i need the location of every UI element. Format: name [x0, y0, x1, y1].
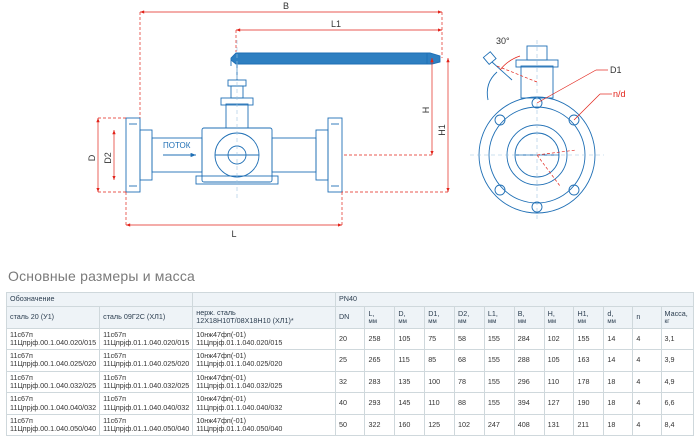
- dim-label-D: D: [87, 154, 97, 162]
- dim-label-nd: n/d: [613, 89, 626, 99]
- cell-L1: 155: [484, 350, 514, 372]
- cell-d: 18: [604, 393, 633, 415]
- th-H1-unit: мм: [577, 317, 586, 325]
- cell-steel09g2s: 11с67п 11Цпрјф.01.1.040.032/025: [100, 371, 193, 393]
- cell-steel09g2s: 11с67п 11Цпрјф.01.1.040.020/015: [100, 328, 193, 350]
- cell-L: 283: [365, 371, 395, 393]
- cell-dn: 20: [335, 328, 365, 350]
- cell-D1: 85: [425, 350, 455, 372]
- th-stainless-spacer: [193, 293, 336, 307]
- cell-stainless: 10нж47фп(-01) 11Цпрјф.01.1.040.050/040: [193, 414, 336, 436]
- th-D-unit: мм: [398, 317, 407, 325]
- th-L-unit: мм: [368, 317, 377, 325]
- th-steel20: сталь 20 (У1): [7, 307, 100, 329]
- cell-L: 258: [365, 328, 395, 350]
- cell-stainless: 10нж47фп(-01) 11Цпрјф.01.1.040.040/032: [193, 393, 336, 415]
- dim-label-L1: L1: [330, 19, 342, 29]
- cell-dn: 32: [335, 371, 365, 393]
- th-n: n: [633, 307, 661, 329]
- th-D2-unit: мм: [458, 317, 467, 325]
- table-row: [7, 414, 694, 436]
- cell-B: 394: [514, 393, 544, 415]
- cell-dn: 25: [335, 350, 365, 372]
- cell-L1: 155: [484, 393, 514, 415]
- cell-D2: 68: [455, 350, 485, 372]
- cell-d: 14: [604, 350, 633, 372]
- th-stainless: [193, 307, 336, 329]
- th-H-name: H,: [547, 308, 555, 318]
- th-designation: Обозначение: [7, 293, 193, 307]
- cell-H: 102: [544, 328, 574, 350]
- cell-n: 4: [633, 414, 661, 436]
- th-mass-unit: кг: [664, 317, 670, 325]
- th-B: [514, 307, 544, 329]
- cell-mass: 4,9: [661, 371, 694, 393]
- cell-dn: 50: [335, 414, 365, 436]
- cell-d: 18: [604, 414, 633, 436]
- th-D1: [425, 307, 455, 329]
- th-d-unit: мм: [607, 317, 616, 325]
- cell-mass: 3,9: [661, 350, 694, 372]
- th-D1-name: D1,: [428, 308, 440, 318]
- cell-stainless: 10нж47фп(-01) 11Цпрјф.01.1.040.032/025: [193, 371, 336, 393]
- cell-L: 293: [365, 393, 395, 415]
- th-B-name: B,: [517, 308, 525, 318]
- cell-H1: 211: [574, 414, 604, 436]
- table-row: [7, 350, 694, 372]
- th-stainless-line1: нерж. сталь: [196, 308, 236, 317]
- th-D2-name: D2,: [458, 308, 470, 318]
- th-mass: [661, 307, 694, 329]
- dim-label-D1: D1: [610, 65, 622, 75]
- th-H1: [574, 307, 604, 329]
- cell-H1: 155: [574, 328, 604, 350]
- cell-steel20: 11с67п 11Цпрјф.00.1.040.050/040: [7, 414, 100, 436]
- cell-L1: 247: [484, 414, 514, 436]
- cell-steel09g2s: 11с67п 11Цпрјф.01.1.040.025/020: [100, 350, 193, 372]
- cell-D: 160: [395, 414, 425, 436]
- cell-D2: 58: [455, 328, 485, 350]
- cell-dn: 40: [335, 393, 365, 415]
- cell-L1: 155: [484, 328, 514, 350]
- th-dn: DN: [335, 307, 365, 329]
- cell-mass: 8,4: [661, 414, 694, 436]
- dim-label-H: H: [421, 106, 431, 114]
- cell-steel20: 11с67п 11Цпрјф.00.1.040.025/020: [7, 350, 100, 372]
- th-L1: [484, 307, 514, 329]
- table-row: [7, 371, 694, 393]
- table-row: [7, 393, 694, 415]
- th-steel09g2s: сталь 09Г2С (ХЛ1): [100, 307, 193, 329]
- th-D1-unit: мм: [428, 317, 437, 325]
- cell-d: 14: [604, 328, 633, 350]
- table-row: [7, 328, 694, 350]
- cell-d: 18: [604, 371, 633, 393]
- cell-D: 115: [395, 350, 425, 372]
- th-D-name: D,: [398, 308, 406, 318]
- dim-label-D2: D2: [103, 152, 113, 164]
- th-mass-name: Масса,: [664, 308, 688, 318]
- cell-D2: 88: [455, 393, 485, 415]
- cell-L: 265: [365, 350, 395, 372]
- cell-steel20: 11с67п 11Цпрјф.00.1.040.040/032: [7, 393, 100, 415]
- th-D2: [455, 307, 485, 329]
- dim-label-angle: 30°: [496, 36, 510, 46]
- cell-H: 105: [544, 350, 574, 372]
- cell-D: 145: [395, 393, 425, 415]
- th-H1-name: H1,: [577, 308, 589, 318]
- th-L1-unit: мм: [487, 317, 497, 325]
- cell-mass: 3,1: [661, 328, 694, 350]
- dimensions-table-body: [7, 328, 694, 436]
- th-D: [395, 307, 425, 329]
- cell-n: 4: [633, 371, 661, 393]
- cell-B: 284: [514, 328, 544, 350]
- cell-D1: 110: [425, 393, 455, 415]
- th-L1-name: L1,: [487, 308, 498, 318]
- cell-H: 110: [544, 371, 574, 393]
- cell-steel09g2s: 11с67п 11Цпрјф.01.1.040.050/040: [100, 414, 193, 436]
- dimensions-table: [6, 292, 694, 436]
- cell-D1: 125: [425, 414, 455, 436]
- th-stainless-line2: 12Х18Н10Т/08Х18Н10 (ХЛ1)*: [196, 316, 294, 326]
- cell-steel20: 11с67п 11Цпрјф.00.1.040.020/015: [7, 328, 100, 350]
- cell-B: 288: [514, 350, 544, 372]
- th-pn: PN40: [335, 293, 693, 307]
- cell-D: 105: [395, 328, 425, 350]
- cell-H: 131: [544, 414, 574, 436]
- cell-D: 135: [395, 371, 425, 393]
- cell-B: 296: [514, 371, 544, 393]
- th-d-name: d,: [607, 308, 614, 318]
- flow-label: ПОТОК: [163, 141, 191, 150]
- cell-D2: 78: [455, 371, 485, 393]
- cell-B: 408: [514, 414, 544, 436]
- cell-steel09g2s: 11с67п 11Цпрјф.01.1.040.040/032: [100, 393, 193, 415]
- cell-H1: 178: [574, 371, 604, 393]
- cell-D1: 100: [425, 371, 455, 393]
- th-H: [544, 307, 574, 329]
- th-L-name: L,: [368, 308, 375, 318]
- cell-steel20: 11с67п 11Цпрјф.00.1.040.032/025: [7, 371, 100, 393]
- cell-n: 4: [633, 328, 661, 350]
- cell-stainless: 10нж47фп(-01) 11Цпрјф.01.1.040.020/015: [193, 328, 336, 350]
- th-H-unit: мм: [547, 317, 557, 325]
- dim-label-H1: H1: [437, 124, 447, 136]
- dim-label-L: L: [231, 229, 237, 239]
- cell-mass: 6,6: [661, 393, 694, 415]
- cell-H: 127: [544, 393, 574, 415]
- th-B-unit: мм: [517, 317, 527, 325]
- th-d: [604, 307, 633, 329]
- cell-n: 4: [633, 393, 661, 415]
- cell-D2: 102: [455, 414, 485, 436]
- th-L: [365, 307, 395, 329]
- cell-stainless: 10нж47фп(-01) 11Цпрјф.01.1.040.025/020: [193, 350, 336, 372]
- cell-H1: 190: [574, 393, 604, 415]
- page-title: Основные размеры и масса: [8, 268, 196, 284]
- cell-L1: 155: [484, 371, 514, 393]
- dim-label-B: B: [282, 1, 290, 11]
- cell-n: 4: [633, 350, 661, 372]
- cell-L: 322: [365, 414, 395, 436]
- cell-H1: 163: [574, 350, 604, 372]
- cell-D1: 75: [425, 328, 455, 350]
